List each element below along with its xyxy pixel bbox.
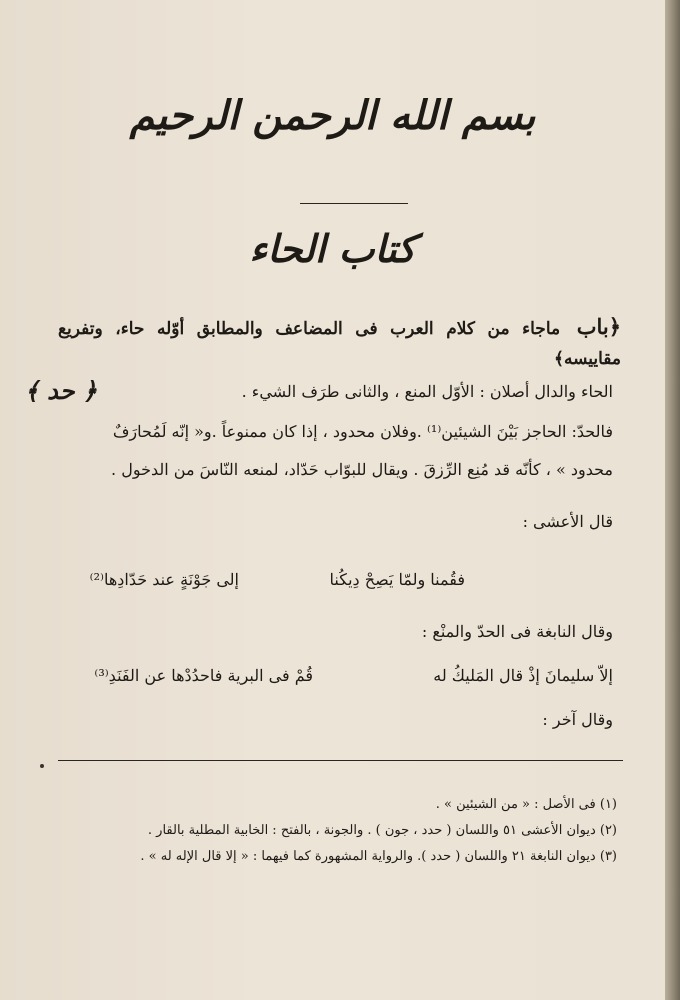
footnote-3: (٣) ديوان النابغة ٢١ واللسان ( حدد ). والرواية المشهورة كما فيهما : « إلا قال الإله له » . [140,849,617,864]
entry-root-word: ﴿ حد ﴾ [24,376,97,405]
verse-intro-3: وقال آخر : [542,710,613,729]
chapter-heading-text: ماجاء من كلام العرب فى المضاعف والمطابق أوّله حاء، وتفريع مقاييسه﴾ [58,319,621,369]
footnote-1: (١) فى الأصل : « من الشيئين » . [435,797,617,812]
verse-intro-2: وقال النابغة فى الحدّ والمنْع : [421,622,613,641]
verse-1-first-hemistich: فقُمنا ولمّا يَصِحْ دِيكُنا [329,570,465,589]
book-page-edge [665,0,680,1000]
chapter-lead: ﴿باب [576,314,622,339]
footnote-2: (٢) ديوان الأعشى ٥١ واللسان ( حدد ، جون ) . والجونة ، بالفتح : الخابية المطلية بالقار . [147,823,617,838]
verse-intro-1: قال الأعشى : [522,512,613,531]
entry-line-3: محدود » ، كأنّه قد مُنِع الرِّزقَ . ويقال للبوّاب حَدّاد، لمنعه النّاسَ من الدخول . [111,460,613,479]
entry-line-2: فالحدّ: الحاجز بَيْنَ الشيئين⁽¹⁾ .وفلان محدود ، إذا كان ممنوعاً .و« إنّه لَمُحارَفٌ [112,422,613,441]
verse-1-second-hemistich: إلى جَوْنَةٍ عند حَدّادِها⁽²⁾ [89,570,239,589]
footnote-divider [58,760,623,761]
basmala-calligraphy: بسم الله الرحمن الرحيم [129,92,536,139]
chapter-heading [58,312,621,374]
book-title: كتاب الحاء [249,226,416,271]
verse-2-second-hemistich: قُمْ فى البرية فاحدُدْها عن الفَنَدِ⁽³⁾ [94,666,313,685]
title-divider [300,203,408,204]
ink-speck [40,764,44,768]
verse-2-first-hemistich: إلاّ سليمانَ إذْ قال المَليكُ له [433,666,613,685]
entry-line-1: الحاء والدال أصلان : الأوّل المنع ، والثانى طرَف الشيء . [241,382,613,401]
